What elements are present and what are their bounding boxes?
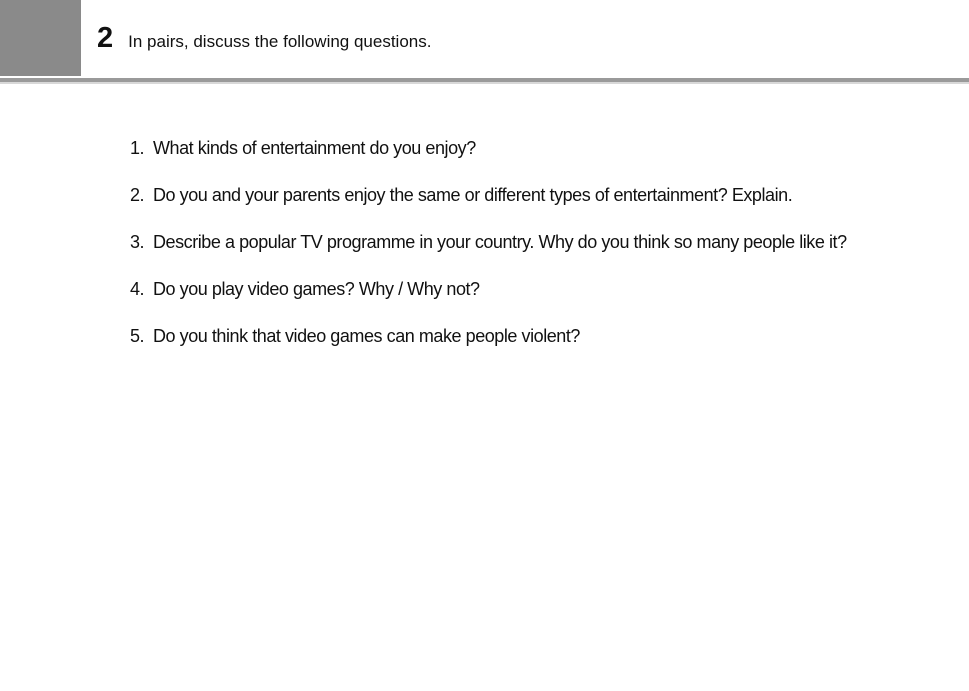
question-number: 5. [130, 326, 145, 346]
question-item [130, 326, 950, 373]
section-marker-block [0, 0, 81, 76]
question-text: Do you play video games? Why / Why not? [153, 279, 480, 299]
question-number: 2. [130, 185, 145, 205]
header-divider-shadow [0, 82, 969, 84]
exercise-header [97, 22, 431, 58]
question-number: 1. [130, 138, 145, 158]
question-list [130, 138, 950, 373]
question-text: Do you and your parents enjoy the same or different types of entertainment? Explain. [153, 185, 793, 205]
question-item [130, 138, 950, 185]
question-text: Do you think that video games can make people violent? [153, 326, 580, 346]
question-text: What kinds of entertainment do you enjoy? [153, 138, 476, 158]
exercise-instruction: In pairs, discuss the following questions. [128, 32, 432, 51]
question-number: 4. [130, 279, 145, 299]
question-item [130, 279, 950, 326]
question-item [130, 185, 950, 232]
question-text: Describe a popular TV programme in your country. Why do you think so many people like it? [153, 232, 847, 252]
question-number: 3. [130, 232, 145, 252]
exercise-number: 2 [97, 22, 114, 54]
question-item [130, 232, 950, 279]
